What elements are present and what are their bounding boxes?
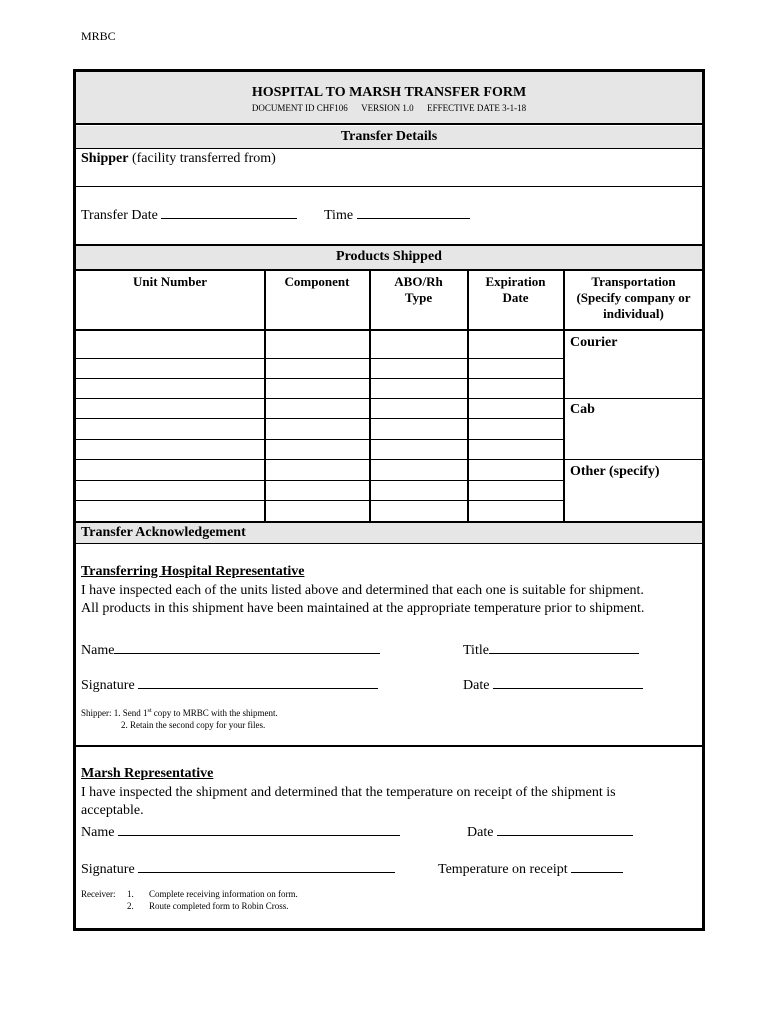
marsh-date-row [467,823,633,841]
marsh-signature-row [81,860,395,878]
hospital-date-label: Date [463,678,490,693]
col-component: Component [284,274,350,289]
hospital-statement-2: All products in this shipment have been maintained at the appropriate temperature prior to shipment. [81,601,645,616]
receiver-note-1: Complete receiving information on form. [149,889,298,899]
marsh-temperature-label: Temperature on receipt [438,862,568,877]
shipper-note-1-b: copy to MRBC with the shipment. [151,708,278,718]
effective-date: EFFECTIVE DATE 3-1-18 [427,103,527,113]
transport-divider [565,459,702,460]
table-row-line [76,480,564,481]
receiver-note-2: Route completed form to Robin Cross. [149,901,289,911]
divider [76,269,702,271]
col-unit-number: Unit Number [132,274,208,289]
marsh-signature-field[interactable] [138,860,395,873]
shipper-hint: (facility transferred from) [131,151,276,166]
hospital-signature-field[interactable] [138,676,378,689]
divider [76,148,702,149]
shipper-note-1-sup: st [147,708,152,714]
marsh-name-row [81,823,400,841]
hospital-statement-1: I have inspected each of the units listed above and determined that each one is suitable for shipment. [81,583,644,598]
shipper-input[interactable] [81,168,696,184]
col-expiration-line1: Expiration [485,274,546,289]
transport-courier: Courier [570,335,618,350]
products-heading: Products Shipped [336,249,442,264]
marsh-statement-2: acceptable. [81,803,144,818]
transfer-date-row [81,206,297,224]
transfer-details-heading: Transfer Details [340,129,438,144]
col-transportation-line2: (Specify company or [576,290,691,305]
col-expiration-line2: Date [502,290,529,305]
marsh-rep-title: Marsh Representative [81,766,214,781]
col-transportation [565,274,702,322]
time-field[interactable] [357,206,470,219]
marsh-temperature-field[interactable] [571,860,623,873]
col-divider [563,271,565,522]
acknowledgement-heading: Transfer Acknowledgement [81,525,246,540]
table-row-line [76,459,564,460]
divider [76,745,702,747]
transport-other: Other (specify) [570,464,660,479]
col-abo-rh-line1: ABO/Rh [394,274,443,289]
hospital-title-field[interactable] [489,641,639,654]
transfer-form [73,69,705,931]
col-divider [369,271,371,522]
col-abo-rh-line2: Type [404,290,433,305]
time-label: Time [324,208,354,223]
hospital-rep-title: Transferring Hospital Representative [81,564,305,579]
hospital-name-row [81,641,380,659]
form-meta [76,103,702,113]
divider [76,186,702,187]
transport-divider [565,398,702,399]
hospital-title-row [463,641,639,659]
table-row-line [76,439,564,440]
marsh-statement-1: I have inspected the shipment and determined that the temperature on receipt of the shipment is [81,785,616,800]
hospital-title-label: Title [463,643,489,658]
hospital-signature-label: Signature [81,678,135,693]
form-version: VERSION 1.0 [361,103,414,113]
transfer-date-label: Transfer Date [81,208,158,223]
shipper-note-1 [81,708,278,718]
col-expiration [468,274,563,306]
form-title: HOSPITAL TO MARSH TRANSFER FORM [251,85,527,100]
col-divider [264,271,266,522]
marsh-name-label: Name [81,825,115,840]
table-row-line [76,500,564,501]
receiver-note-1-num: 1. [127,889,134,899]
col-divider [467,271,469,522]
table-row-line [76,358,564,359]
shipper-note-prefix: Shipper: [81,708,112,718]
hospital-name-field[interactable] [114,641,380,654]
hospital-name-label: Name [81,643,115,658]
shipper-label: Shipper [81,151,129,166]
hospital-signature-row [81,676,378,694]
receiver-note-prefix: Receiver: [81,889,116,899]
transport-cab: Cab [570,402,595,417]
col-abo-rh [370,274,467,306]
hospital-date-field[interactable] [493,676,643,689]
transfer-date-field[interactable] [161,206,297,219]
marsh-signature-label: Signature [81,862,135,877]
table-row-line [76,418,564,419]
shipper-label-row [81,151,276,167]
shipper-note-2: 2. Retain the second copy for your files. [121,720,266,730]
shipper-note-1-a: 1. Send 1 [113,708,148,718]
divider [76,543,702,544]
col-transportation-line3: individual) [603,306,664,321]
document-id: DOCUMENT ID CHF106 [251,103,348,113]
table-row-line [76,398,564,399]
hospital-date-row [463,676,643,694]
time-row [324,206,470,224]
marsh-temperature-row [438,860,623,878]
divider [76,123,702,125]
header-org: MRBC [81,29,116,43]
marsh-name-field[interactable] [118,823,400,836]
marsh-date-label: Date [467,825,494,840]
receiver-note-2-num: 2. [127,901,134,911]
marsh-date-field[interactable] [497,823,633,836]
divider [76,329,702,331]
table-row-line [76,378,564,379]
col-transportation-line1: Transportation [591,274,676,289]
